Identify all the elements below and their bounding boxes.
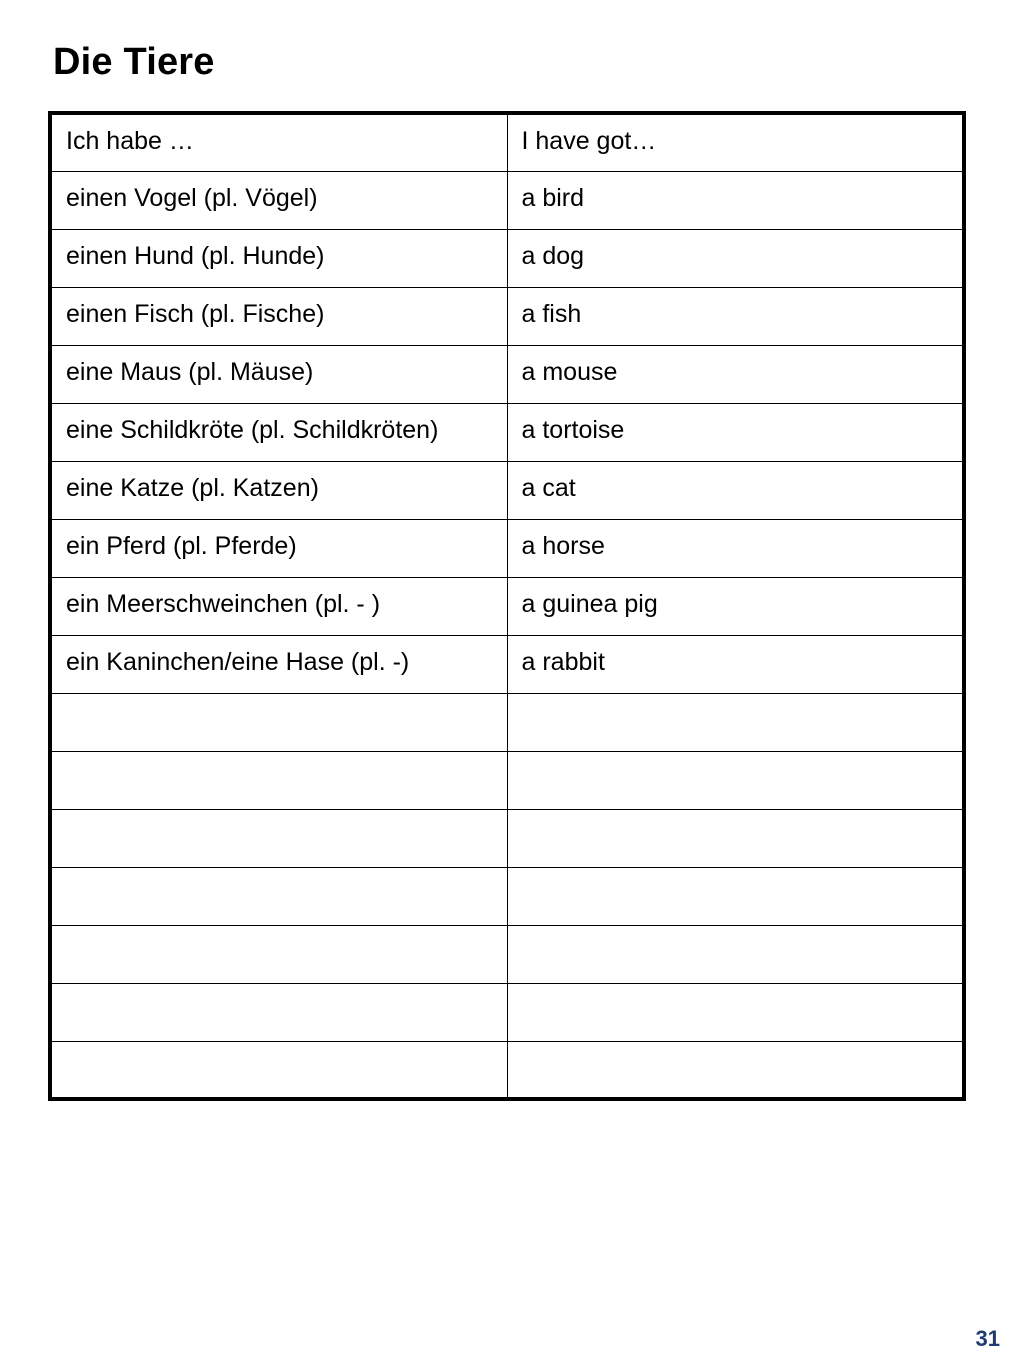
header-german: Ich habe …: [50, 113, 507, 171]
table-row: [50, 809, 964, 867]
german-cell: [50, 983, 507, 1041]
german-cell: einen Vogel (pl. Vögel): [50, 171, 507, 229]
table-row: [50, 751, 964, 809]
table-row: [50, 229, 964, 287]
table-row: [50, 287, 964, 345]
table-row: [50, 461, 964, 519]
english-cell: a cat: [507, 461, 964, 519]
english-cell: [507, 751, 964, 809]
table-row: [50, 171, 964, 229]
english-cell: [507, 925, 964, 983]
table-row: [50, 635, 964, 693]
vocabulary-table-body: [50, 113, 964, 1099]
german-cell: [50, 1041, 507, 1099]
english-cell: a tortoise: [507, 403, 964, 461]
german-cell: ein Kaninchen/eine Hase (pl. -): [50, 635, 507, 693]
english-cell: a horse: [507, 519, 964, 577]
german-cell: eine Schildkröte (pl. Schildkröten): [50, 403, 507, 461]
german-cell: [50, 809, 507, 867]
table-row: [50, 983, 964, 1041]
table-row: [50, 519, 964, 577]
table-row: [50, 693, 964, 751]
english-cell: a dog: [507, 229, 964, 287]
vocabulary-table: [48, 111, 966, 1101]
german-cell: [50, 925, 507, 983]
english-cell: [507, 983, 964, 1041]
german-cell: ein Pferd (pl. Pferde): [50, 519, 507, 577]
table-row: [50, 577, 964, 635]
english-cell: a fish: [507, 287, 964, 345]
english-cell: [507, 1041, 964, 1099]
german-cell: einen Hund (pl. Hunde): [50, 229, 507, 287]
table-row: [50, 925, 964, 983]
page-title: Die Tiere: [53, 41, 215, 83]
english-cell: a rabbit: [507, 635, 964, 693]
german-cell: eine Katze (pl. Katzen): [50, 461, 507, 519]
german-cell: einen Fisch (pl. Fische): [50, 287, 507, 345]
english-cell: a mouse: [507, 345, 964, 403]
header-english: I have got…: [507, 113, 964, 171]
english-cell: a bird: [507, 171, 964, 229]
english-cell: [507, 809, 964, 867]
german-cell: ein Meerschweinchen (pl. - ): [50, 577, 507, 635]
english-cell: [507, 693, 964, 751]
english-cell: [507, 867, 964, 925]
german-cell: [50, 693, 507, 751]
page-number: 31: [975, 1326, 1000, 1351]
german-cell: [50, 867, 507, 925]
german-cell: [50, 751, 507, 809]
table-row: [50, 345, 964, 403]
table-row: [50, 403, 964, 461]
table-header-row: [50, 113, 964, 171]
table-row: [50, 867, 964, 925]
english-cell: a guinea pig: [507, 577, 964, 635]
german-cell: eine Maus (pl. Mäuse): [50, 345, 507, 403]
table-row: [50, 1041, 964, 1099]
